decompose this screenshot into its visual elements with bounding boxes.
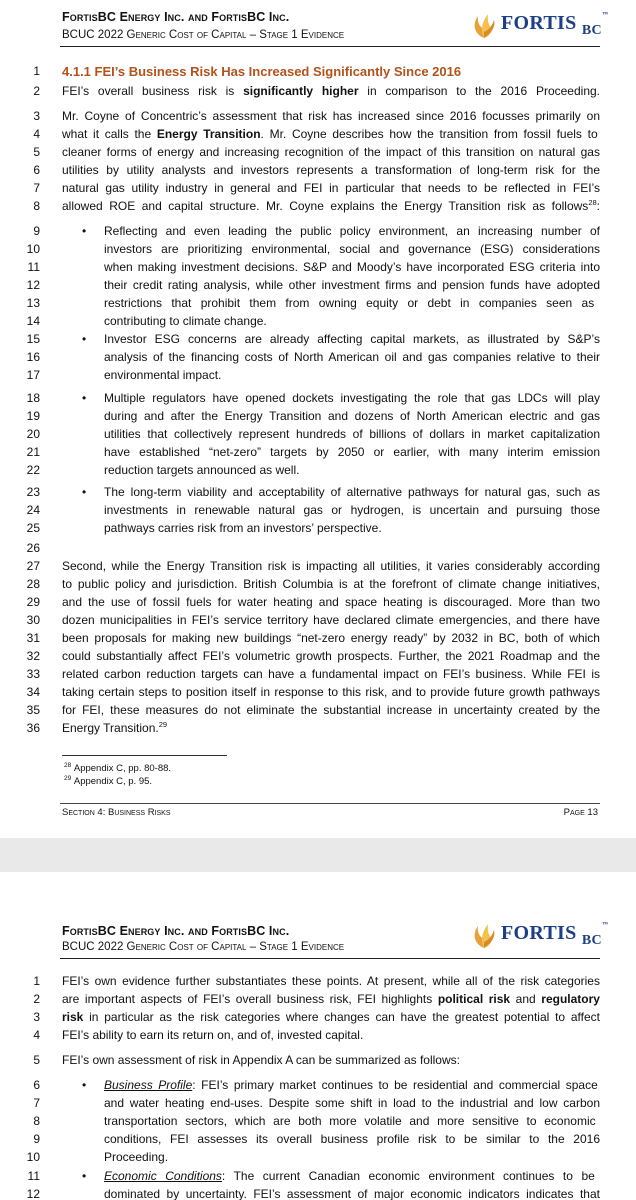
body-text-line: reduction targets announced as well. [104,463,300,477]
line-number: 3 [33,1010,40,1024]
bullet-marker: • [82,1169,87,1183]
body-text-line: investors are prioritizing environmental, social and governance (ESG) considerations [104,242,600,256]
body-text-line: contributing to climate change. [104,314,267,328]
section-heading: 4.1.1 FEI’s Business Risk Has Increased Significantly Since 2016 [62,64,462,79]
header-subtitle: BCUC 2022 Generic Cost of Capital – Stage 1 Evidence [62,941,345,953]
body-text-line: transportation sectors, which are both more volatile and more sensitive to economic [104,1114,596,1128]
line-number: 4 [33,1028,40,1042]
fortis-logo [470,920,608,950]
footer-section: Section 4: Business Risks [62,807,171,818]
line-number: 5 [33,1053,40,1067]
logo-wordmark: FORTIS $_{BC}$™ [501,11,609,38]
body-text-line: and the use of fossil fuels for water heating and space heating is discouraged. More than two [62,595,600,609]
line-number: 26 [26,541,40,555]
body-text-line: their credit rating analysis, while other investment firms and pension funds have adopted [104,278,600,292]
bullet-marker: • [82,332,87,346]
body-text-line: conditions, FEI assesses its overall business profile risk to be similar to the 2016 [104,1132,600,1146]
body-text-line: Mr. Coyne of Concentric’s assessment that risk has increased since 2016 focusses primarily on [62,109,600,123]
footer-rule [60,803,600,804]
body-text-line: have established “net-zero” targets by 2050 or earlier, with many interim emission [104,445,600,459]
header-rule [60,958,600,959]
body-text-line: dozen municipalities in FEI’s service territory have declared climate emergencies, and there have [62,613,600,627]
line-number: 14 [26,314,40,328]
body-text-line: investments in renewable natural gas or hydrogen, is uncertain and pursuing those [104,503,600,517]
body-text-line: dominated by uncertainty. FEI’s assessment of major economic indicators indicates that [104,1187,600,1200]
body-text-line: FEI’s overall business risk is significantly higher in comparison to the 2016 Proceeding. [62,84,600,98]
line-number: 27 [26,559,40,573]
line-number: 22 [26,463,40,477]
line-number: 24 [26,503,40,517]
line-number: 5 [33,145,40,159]
footnote-28: $^{28}$ Appendix C, pp. 80-88. [64,761,172,774]
line-number: 18 [26,391,40,405]
line-number: 25 [26,521,40,535]
line-number: 2 [33,992,40,1006]
line-number: 33 [26,667,40,681]
line-number: 36 [26,721,40,735]
body-text-line: to public policy and jurisdiction. British Columbia is at the forefront of climate change initiatives, [62,577,600,591]
line-number: 7 [33,1096,40,1110]
body-text-line: are important aspects of FEI’s overall business risk, FEI highlights political risk and regulatory [62,992,600,1006]
body-text-line: environmental impact. [104,368,222,382]
footer-page-number: Page 13 [563,807,598,818]
body-text-line: Business Profile: FEI’s primary market continues to be residential and commercial space [104,1078,598,1092]
line-number: 8 [33,1114,40,1128]
bullet-marker: • [82,1078,87,1092]
body-text-line: cleaner forms of energy and increasing recognition of the impact of this transition on natural gas [62,145,600,159]
body-text-line: when making investment decisions. S&P and Moody’s have incorporated ESG criteria into [104,260,600,274]
line-number: 34 [26,685,40,699]
fortis-logo [470,10,608,40]
line-number: 16 [26,350,40,364]
header-subtitle: BCUC 2022 Generic Cost of Capital – Stage 1 Evidence [62,29,345,41]
body-text-line: The long-term viability and acceptability of alternative pathways for natural gas, such as [104,485,600,499]
line-number: 28 [26,577,40,591]
body-text-line: analysis of the financing costs of North American oil and gas companies relative to their [104,350,600,364]
line-number: 1 [33,64,40,78]
line-number: 15 [26,332,40,346]
header-rule [60,46,600,47]
line-number: 17 [26,368,40,382]
line-number: 23 [26,485,40,499]
line-number: 9 [33,1132,40,1146]
body-text-line: what it calls the Energy Transition. Mr. Coyne describes how the transition from fossil fuels to [62,127,598,141]
line-number: 2 [33,84,40,98]
body-text-line: Reflecting and even leading the public policy environment, an increasing number of [104,224,600,238]
line-number: 1 [33,974,40,988]
body-text-line: restrictions that prohibit them from owning equity or debt in companies seen as [104,296,595,310]
body-text-line: Economic Conditions: The current Canadian economic environment continues to be [104,1169,595,1183]
line-number: 29 [26,595,40,609]
bullet-marker: • [82,485,87,499]
line-number: 12 [26,1187,40,1200]
line-number: 4 [33,127,40,141]
line-number: 3 [33,109,40,123]
line-number: 6 [33,163,40,177]
body-text-line: natural gas utility industry in general and FEI in particular that needs to be reflected in FEI’s [62,181,600,195]
body-text-line: FEI’s own assessment of risk in Appendix A can be summarized as follows: [62,1053,460,1067]
body-text-line: been proposals for making new buildings “net-zero energy ready” by 2032 in BC, both of which [62,631,600,645]
line-number: 20 [26,427,40,441]
fortis-flame-icon [470,920,498,950]
body-text-line: for FEI, these measures do not eliminate the substantial increase in uncertainty created by the [62,703,600,717]
body-text-line: utilities by utility analysts and investors represents a transformation of long-term risk for the [62,163,600,177]
body-text-line: allowed ROE and capital structure. Mr. Coyne explains the Energy Transition risk as follows$^{28}$: [62,198,600,213]
line-number: 7 [33,181,40,195]
footnote-rule [62,755,227,756]
body-text-line: FEI’s own evidence further substantiates these points. At present, while all of the risk categories [62,974,600,988]
line-number: 9 [33,224,40,238]
body-text-line: FEI’s ability to earn its return on, and of, invested capital. [62,1028,364,1042]
body-text-line: and water heating end-uses. Despite some shift in load to the industrial and low carbon [104,1096,600,1110]
body-text-line: during and after the Energy Transition and dozens of North American electric and gas [104,409,600,423]
body-text-line: risk in particular as the risk categories where changes can have the greatest potential to affect [62,1010,600,1024]
body-text-line: pathways carries risk from an investors’ perspective. [104,521,382,535]
document-page-14 [0,872,636,1200]
bullet-marker: • [82,391,87,405]
line-number: 13 [26,296,40,310]
body-text-line: related carbon reduction targets can have a fundamental impact on FEI’s business. While FEI is [62,667,600,681]
body-text-line: Proceeding. [104,1150,169,1164]
line-number: 8 [33,199,40,213]
line-number: 21 [26,445,40,459]
line-number: 12 [26,278,40,292]
line-number: 11 [27,1169,40,1183]
footnote-29: $^{29}$ Appendix C, p. 95. [64,774,153,787]
header-company: FortisBC Energy Inc. and FortisBC Inc. [62,924,290,938]
line-number: 6 [33,1078,40,1092]
line-number: 10 [26,242,40,256]
fortis-flame-icon [470,10,498,40]
body-text-line: Multiple regulators have opened dockets investigating the role that gas LDCs will play [104,391,600,405]
body-text-line: utilities that collectively represent hundreds of billions of dollars in market capitalization [104,427,600,441]
line-number: 19 [26,409,40,423]
line-number: 32 [26,649,40,663]
logo-wordmark: FORTIS $_{BC}$™ [501,921,609,948]
body-text-line: Second, while the Energy Transition risk is impacting all utilities, it varies considerably according [62,559,600,573]
line-number: 31 [26,631,40,645]
body-text-line: taking certain steps to position itself in response to this risk, and to provide future growth pathways [62,685,600,699]
body-text-line: Energy Transition.$^{29}$ [62,720,168,735]
header-company: FortisBC Energy Inc. and FortisBC Inc. [62,10,290,24]
line-number: 10 [26,1150,40,1164]
line-number: 30 [26,613,40,627]
line-number: 11 [27,260,40,274]
bullet-marker: • [82,224,87,238]
body-text-line: could substantially affect FEI’s volumetric growth prospects. Further, the 2021 Roadmap and the [62,649,600,663]
body-text-line: Investor ESG concerns are already affecting capital markets, as illustrated by S&P’s [104,332,600,346]
line-number: 35 [26,703,40,717]
